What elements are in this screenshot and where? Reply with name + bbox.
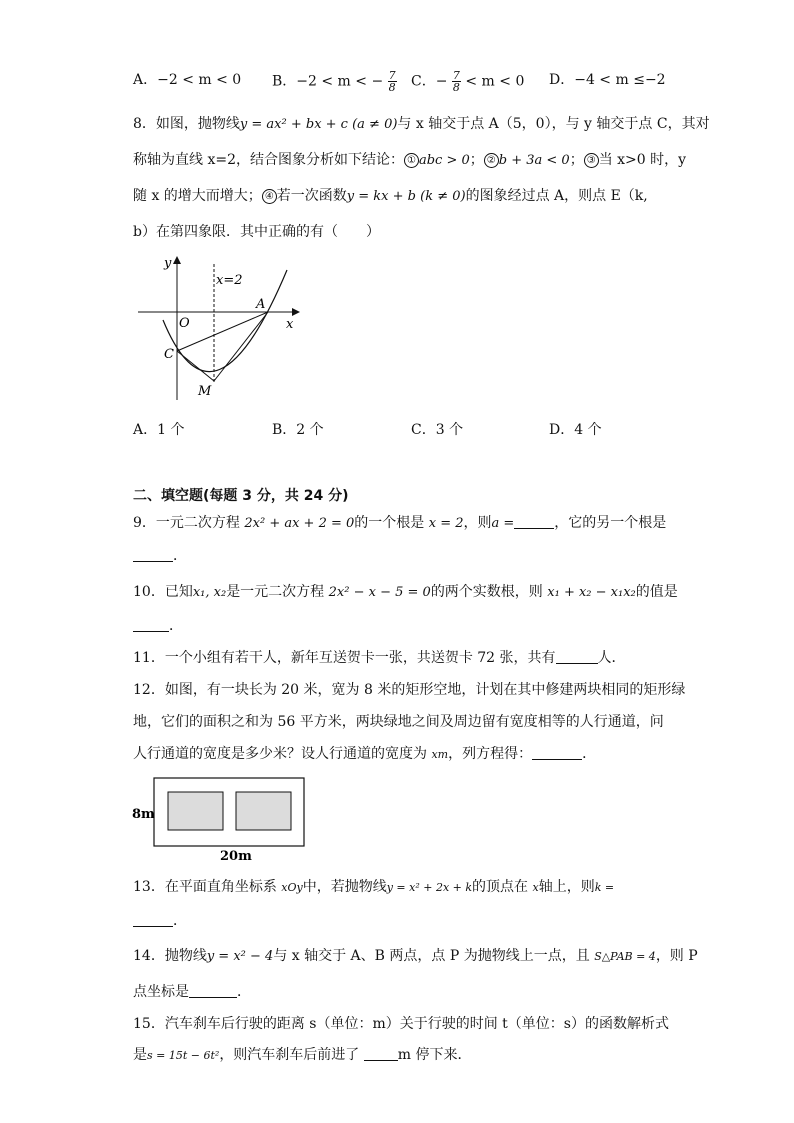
origin-label: O — [179, 316, 190, 331]
symmetry-axis-label: x=2 — [216, 273, 243, 288]
circled-number-2: ② — [484, 153, 499, 168]
q12-line-2: 地，它们的面积之和为 56 平方米，两块绿地之间及周边留有宽度相等的人行通道，问 — [133, 714, 664, 730]
q14-line-1 — [133, 946, 698, 967]
q13-answer-blank[interactable] — [133, 912, 173, 927]
q14-text: 14．抛物线 — [133, 948, 207, 964]
q8-option-d-text: D．4 个 — [549, 422, 602, 438]
green-plot-left — [168, 792, 223, 830]
q7-option-c-suffix: < m < 0 — [465, 73, 525, 90]
q15-line-2 — [133, 1045, 472, 1066]
q10-roots: x₁, x₂ — [192, 585, 227, 600]
q12-answer-blank[interactable] — [532, 745, 582, 760]
q9-text: 的一个根是 — [354, 515, 425, 531]
section-2-title: 二、填空题(每题 3 分，共 24 分) — [133, 488, 349, 504]
q8-statement-1: abc > 0 — [418, 153, 470, 168]
q10-text: 是一元二次方程 — [226, 584, 325, 600]
q13-end: ． — [173, 913, 187, 929]
q9-equation: 2x² + ax + 2 = 0 — [244, 516, 355, 531]
q8-option-a-text: A．1 个 — [133, 422, 185, 438]
width-label: 8m — [132, 807, 155, 822]
y-axis-label: y — [164, 256, 172, 271]
q7-option-d[interactable] — [549, 70, 666, 90]
q8-text: b）在第四象限．其中正确的有（ ） — [133, 224, 380, 240]
q10-text: 10．已知 — [133, 584, 193, 600]
q12-variable: xm — [431, 748, 449, 761]
q7-option-b-text: B．−2 < m < − — [272, 73, 384, 90]
q9-text: ，则 — [463, 515, 492, 531]
q9-line-1 — [133, 513, 666, 534]
q11-text: 11．一个小组有若干人，新年互送贺卡一张，共送贺卡 72 张，共有 — [133, 650, 556, 666]
q14-end: ． — [237, 984, 251, 1000]
fraction-denominator: 8 — [388, 81, 396, 94]
q8-option-b-text: B．2 个 — [272, 422, 324, 438]
q9-line-2 — [133, 546, 187, 566]
point-c-label: C — [164, 347, 174, 362]
q8-text: 当 x>0 时，y — [598, 152, 687, 168]
q7-option-a-text: A．−2 < m < 0 — [133, 72, 242, 88]
q7-option-c[interactable] — [411, 70, 524, 93]
q8-linear-formula: y = kx + b (k ≠ 0) — [346, 189, 466, 204]
q8-text: 8．如图，抛物线 — [133, 116, 240, 132]
q7-option-c-fraction — [452, 70, 461, 93]
q7-option-b-fraction — [388, 70, 397, 93]
q12-text: 人行通道的宽度是多少米？设人行通道的宽度为 — [133, 746, 427, 762]
q7-option-c-prefix: C．− — [411, 73, 448, 90]
q15-text: 是 — [133, 1047, 147, 1063]
q9-variable: a = — [491, 516, 515, 531]
q11-line — [133, 648, 626, 668]
point-m-label: M — [198, 384, 212, 399]
q10-line-2 — [133, 616, 183, 636]
q13-coordinate-system: xOy — [281, 881, 303, 894]
q8-text: 与 x 轴交于点 A（5，0），与 y 轴交于点 C，其对 — [397, 116, 710, 132]
q15-text: ，则汽车刹车后前进了 — [219, 1047, 360, 1063]
q9-end: ． — [173, 548, 187, 564]
q13-variable: k = — [594, 881, 615, 894]
q8-parabola-graph — [130, 250, 310, 402]
line-ma — [214, 312, 268, 381]
q14-text: 点坐标是 — [133, 984, 189, 1000]
q8-option-a[interactable] — [133, 420, 184, 440]
q11-text: 人． — [597, 650, 626, 666]
q15-equation: s = 15t − 6t² — [147, 1049, 220, 1062]
q8-line-2 — [133, 150, 686, 171]
q13-line-2 — [133, 911, 187, 931]
circled-number-4: ④ — [262, 189, 277, 204]
q7-option-d-text: D．−4 < m ≤−2 — [549, 72, 666, 88]
q8-text: 称轴为直线 x=2，结合图象分析如下结论： — [133, 152, 404, 168]
q10-end: ． — [169, 618, 183, 634]
separator: ； — [469, 152, 484, 168]
q13-text: 中，若抛物线 — [302, 879, 387, 895]
q8-line-3 — [133, 186, 648, 207]
q11-answer-blank[interactable] — [556, 649, 598, 664]
q8-parabola-formula: y = ax² + bx + c (a ≠ 0) — [239, 117, 398, 132]
q8-option-c-text: C．3 个 — [411, 422, 464, 438]
q14-answer-blank[interactable] — [189, 983, 237, 998]
line-cm — [177, 351, 214, 381]
fraction-numerator: 7 — [452, 69, 460, 82]
q14-equation: y = x² − 4 — [206, 949, 274, 964]
q10-text: 的两个实数根，则 — [430, 584, 543, 600]
q8-text: 的图象经过点 A，则点 E（k, — [465, 188, 648, 204]
q7-option-b[interactable] — [272, 70, 397, 93]
q8-statement-2: b + 3a < 0 — [498, 153, 570, 168]
q9-text: ，它的另一个根是 — [554, 515, 667, 531]
q14-text: 与 x 轴交于 A、B 两点，点 P 为抛物线上一点，且 — [273, 948, 590, 964]
q13-line-1 — [133, 877, 614, 898]
q8-text: 若一次函数 — [276, 188, 347, 204]
q14-text: ，则 P — [655, 948, 698, 964]
fraction-denominator: 8 — [452, 81, 460, 94]
q10-equation: 2x² − x − 5 = 0 — [328, 585, 431, 600]
point-a-label: A — [256, 297, 266, 312]
q13-text: 轴上，则 — [538, 879, 595, 895]
q10-text: 的值是 — [635, 584, 678, 600]
fraction-numerator: 7 — [388, 69, 396, 82]
q12-text: ，列方程得： — [448, 746, 533, 762]
q15-line-1: 15．汽车刹车后行驶的距离 s（单位：m）关于行驶的时间 t（单位：s）的函数解析式 — [133, 1016, 669, 1032]
separator: ； — [569, 152, 584, 168]
q12-line-3 — [133, 744, 596, 765]
q15-text: m 停下来． — [397, 1047, 472, 1063]
q8-option-d[interactable] — [549, 420, 602, 440]
q9-root: x = 2 — [428, 516, 464, 531]
q10-expression: x₁ + x₂ − x₁x₂ — [547, 585, 636, 600]
q12-end: ． — [582, 746, 597, 762]
q8-line-1 — [133, 114, 710, 135]
q8-option-b[interactable] — [272, 420, 324, 440]
circled-number-1: ① — [404, 153, 419, 168]
q10-answer-blank[interactable] — [133, 617, 169, 632]
length-label: 20m — [220, 849, 252, 864]
q9-answer-blank-1[interactable] — [514, 514, 554, 529]
green-plot-right — [236, 792, 291, 830]
x-axis-label: x — [286, 317, 294, 332]
q9-text: 9．一元二次方程 — [133, 515, 240, 531]
q8-text: 随 x 的增大而增大； — [133, 188, 262, 204]
q15-answer-blank[interactable] — [364, 1046, 398, 1061]
q10-line-1 — [133, 582, 678, 603]
circled-number-3: ③ — [584, 153, 599, 168]
q8-line-4 — [133, 222, 380, 242]
line-ca — [177, 312, 268, 351]
q12-garden-figure — [130, 776, 310, 866]
q13-text: 13．在平面直角坐标系 — [133, 879, 277, 895]
q13-axis: x — [532, 881, 539, 894]
q9-answer-blank-2[interactable] — [133, 547, 173, 562]
q7-option-a[interactable] — [133, 70, 241, 90]
q13-equation: y = x² + 2x + k — [386, 881, 473, 894]
q14-area-condition: S△PAB = 4 — [594, 950, 656, 963]
q13-text: 的顶点在 — [472, 879, 529, 895]
q12-line-1: 12．如图，有一块长为 20 米，宽为 8 米的矩形空地，计划在其中修建两块相同的矩形绿 — [133, 682, 686, 698]
q8-option-c[interactable] — [411, 420, 463, 440]
q14-line-2 — [133, 982, 251, 1002]
